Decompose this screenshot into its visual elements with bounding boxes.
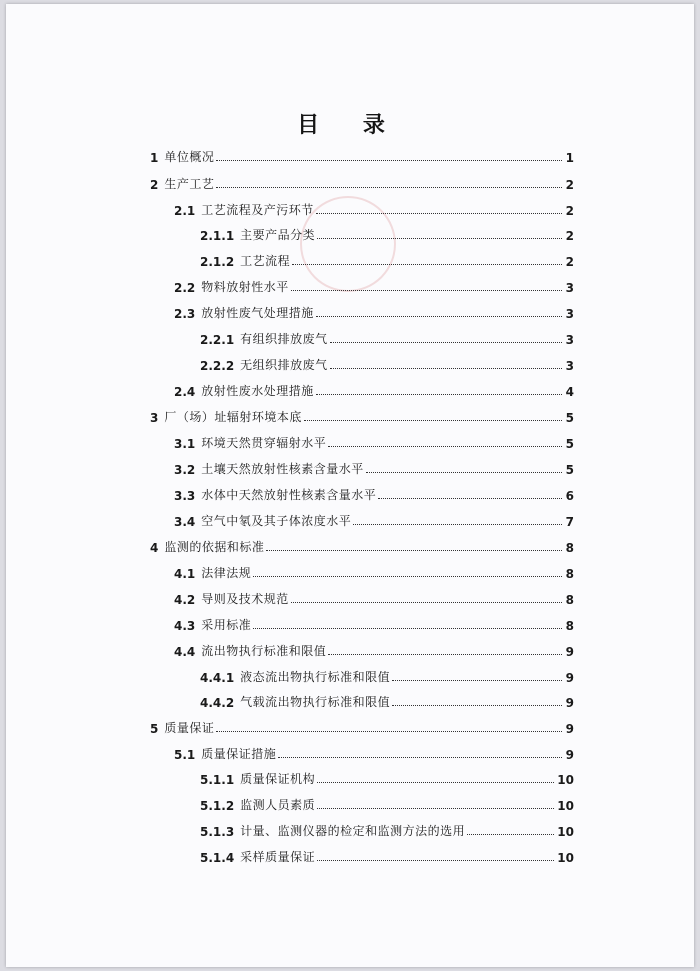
dot-leader xyxy=(216,187,562,188)
toc-entry-label: 放射性废水处理措施 xyxy=(201,384,314,398)
toc-entry-label: 工艺流程 xyxy=(240,254,291,268)
toc-entry-number: 5.1.1 xyxy=(200,773,235,787)
toc-entry-label: 监测人员素质 xyxy=(240,798,316,812)
toc-entry xyxy=(200,251,574,269)
toc-entry-number: 4.2 xyxy=(174,593,196,607)
toc-entry xyxy=(174,589,574,607)
dot-leader xyxy=(292,264,562,265)
dot-leader xyxy=(366,472,562,473)
toc-entry-label: 物料放射性水平 xyxy=(201,280,289,294)
toc-entry-number: 5.1.4 xyxy=(200,851,235,865)
toc-entry-label: 空气中氡及其子体浓度水平 xyxy=(201,514,352,528)
toc-entry-page: 4 xyxy=(565,385,574,399)
toc-entry-number: 4.4.1 xyxy=(200,671,235,685)
dot-leader xyxy=(317,808,554,809)
dot-leader xyxy=(330,368,562,369)
toc-entry-page: 5 xyxy=(565,411,574,425)
toc-entry-label: 生产工艺 xyxy=(164,177,215,191)
toc-entry xyxy=(200,692,574,710)
toc-entry-page: 2 xyxy=(565,255,574,269)
toc-entry xyxy=(174,459,574,477)
toc-entry-label: 有组织排放废气 xyxy=(240,332,328,346)
toc-entry-page: 8 xyxy=(565,619,574,633)
toc-entry-label: 质量保证机构 xyxy=(240,772,316,786)
toc-entry xyxy=(150,718,574,736)
toc-entry-page: 7 xyxy=(565,515,574,529)
toc-entry-label: 主要产品分类 xyxy=(240,228,316,242)
dot-leader xyxy=(304,420,562,421)
toc-entry xyxy=(174,744,574,762)
dot-leader xyxy=(467,834,554,835)
dot-leader xyxy=(392,705,562,706)
dot-leader xyxy=(253,628,562,629)
toc-entry-number: 2.2 xyxy=(174,281,196,295)
toc-entry xyxy=(174,200,574,218)
dot-leader xyxy=(291,290,562,291)
toc-entry xyxy=(174,615,574,633)
toc-entry xyxy=(200,667,574,685)
toc-entry-number: 4 xyxy=(150,541,159,555)
toc-entry-number: 4.3 xyxy=(174,619,196,633)
dot-leader xyxy=(392,680,562,681)
toc-entry-label: 质量保证 xyxy=(164,721,215,735)
toc-entry xyxy=(174,563,574,581)
toc-entry-number: 4.1 xyxy=(174,567,196,581)
toc-entry-page: 10 xyxy=(557,799,574,813)
toc-entry xyxy=(200,847,574,865)
toc-title: 目 录 xyxy=(297,113,403,138)
toc-entry-page: 8 xyxy=(565,567,574,581)
toc-entry-label: 工艺流程及产污环节 xyxy=(201,203,314,217)
dot-leader xyxy=(316,213,562,214)
toc-entry-label: 采样质量保证 xyxy=(240,850,316,864)
toc-entry-page: 10 xyxy=(557,851,574,865)
toc-entry xyxy=(200,821,574,839)
toc-entry xyxy=(174,641,574,659)
dot-leader xyxy=(216,160,562,161)
toc-entry xyxy=(200,225,574,243)
toc-entry-page: 9 xyxy=(565,722,574,736)
toc-entry xyxy=(150,537,574,555)
toc-entry-page: 3 xyxy=(565,281,574,295)
dot-leader xyxy=(317,782,554,783)
toc-entry xyxy=(200,795,574,813)
toc-entry-page: 9 xyxy=(565,645,574,659)
toc-entry-number: 3.3 xyxy=(174,489,196,503)
toc-entry xyxy=(150,147,574,165)
toc-entry-number: 5 xyxy=(150,722,159,736)
toc-entry-label: 监测的依据和标准 xyxy=(164,540,265,554)
dot-leader xyxy=(317,238,562,239)
toc-entry xyxy=(174,381,574,399)
toc-entry-page: 1 xyxy=(565,151,574,165)
toc-entry-page: 6 xyxy=(565,489,574,503)
dot-leader xyxy=(278,757,562,758)
toc-entry-page: 9 xyxy=(565,671,574,685)
toc-entry-label: 导则及技术规范 xyxy=(201,592,289,606)
toc-entry-page: 3 xyxy=(565,333,574,347)
dot-leader xyxy=(317,860,554,861)
toc-entry xyxy=(174,511,574,529)
toc-entry-label: 水体中天然放射性核素含量水平 xyxy=(201,488,377,502)
dot-leader xyxy=(216,731,562,732)
toc-entry-number: 2.3 xyxy=(174,307,196,321)
toc-entry-number: 3 xyxy=(150,411,159,425)
dot-leader xyxy=(353,524,562,525)
dot-leader xyxy=(328,654,562,655)
toc-entry xyxy=(150,174,574,192)
toc-entry-page: 8 xyxy=(565,593,574,607)
toc-entry-number: 4.4 xyxy=(174,645,196,659)
dot-leader xyxy=(316,394,562,395)
toc-entry-page: 9 xyxy=(565,748,574,762)
toc-entry-label: 环境天然贯穿辐射水平 xyxy=(201,436,327,450)
toc-entry-page: 3 xyxy=(565,359,574,373)
dot-leader xyxy=(330,342,562,343)
toc-entry-number: 5.1 xyxy=(174,748,196,762)
toc-entry xyxy=(200,769,574,787)
toc-entry-number: 2.2.1 xyxy=(200,333,235,347)
toc-entry-label: 流出物执行标准和限值 xyxy=(201,644,327,658)
toc-entry-label: 单位概况 xyxy=(164,150,215,164)
toc-entry-page: 5 xyxy=(565,463,574,477)
toc-entry-number: 3.2 xyxy=(174,463,196,477)
toc-entry-number: 2.1.1 xyxy=(200,229,235,243)
toc-entry xyxy=(174,277,574,295)
toc-entry-label: 液态流出物执行标准和限值 xyxy=(240,670,391,684)
toc-entry-number: 2.1.2 xyxy=(200,255,235,269)
toc-entry xyxy=(174,303,574,321)
toc-entry-number: 2.1 xyxy=(174,204,196,218)
toc-entry xyxy=(150,407,574,425)
toc-entry-number: 3.1 xyxy=(174,437,196,451)
dot-leader xyxy=(291,602,562,603)
toc-entry-page: 2 xyxy=(565,178,574,192)
toc-entry-page: 3 xyxy=(565,307,574,321)
toc-entry-number: 3.4 xyxy=(174,515,196,529)
toc-entry-label: 气载流出物执行标准和限值 xyxy=(240,695,391,709)
toc-entry-label: 土壤天然放射性核素含量水平 xyxy=(201,462,364,476)
dot-leader xyxy=(266,550,562,551)
toc-entry-page: 8 xyxy=(565,541,574,555)
toc-entry-page: 9 xyxy=(565,696,574,710)
toc-entry-label: 采用标准 xyxy=(201,618,252,632)
toc-entry-page: 5 xyxy=(565,437,574,451)
dot-leader xyxy=(253,576,562,577)
toc-entry-page: 2 xyxy=(565,229,574,243)
toc-entry-number: 5.1.2 xyxy=(200,799,235,813)
toc-entry-label: 放射性废气处理措施 xyxy=(201,306,314,320)
toc-entry-label: 计量、监测仪器的检定和监测方法的选用 xyxy=(240,824,466,838)
toc-entry xyxy=(174,485,574,503)
toc-entry-number: 1 xyxy=(150,151,159,165)
toc-entry xyxy=(200,355,574,373)
toc-entry-page: 10 xyxy=(557,773,574,787)
dot-leader xyxy=(328,446,562,447)
dot-leader xyxy=(316,316,562,317)
toc-entry-page: 2 xyxy=(565,204,574,218)
toc-entry-label: 厂（场）址辐射环境本底 xyxy=(164,410,302,424)
toc-entry-number: 5.1.3 xyxy=(200,825,235,839)
toc-entry-number: 2 xyxy=(150,178,159,192)
toc-entry-number: 2.2.2 xyxy=(200,359,235,373)
toc-entry-page: 10 xyxy=(557,825,574,839)
toc-entry-number: 4.4.2 xyxy=(200,696,235,710)
dot-leader xyxy=(378,498,562,499)
toc-entry xyxy=(174,433,574,451)
toc-entry xyxy=(200,329,574,347)
toc-entry-label: 无组织排放废气 xyxy=(240,358,328,372)
toc-entry-label: 法律法规 xyxy=(201,566,252,580)
toc-entry-number: 2.4 xyxy=(174,385,196,399)
toc-entry-label: 质量保证措施 xyxy=(201,747,277,761)
